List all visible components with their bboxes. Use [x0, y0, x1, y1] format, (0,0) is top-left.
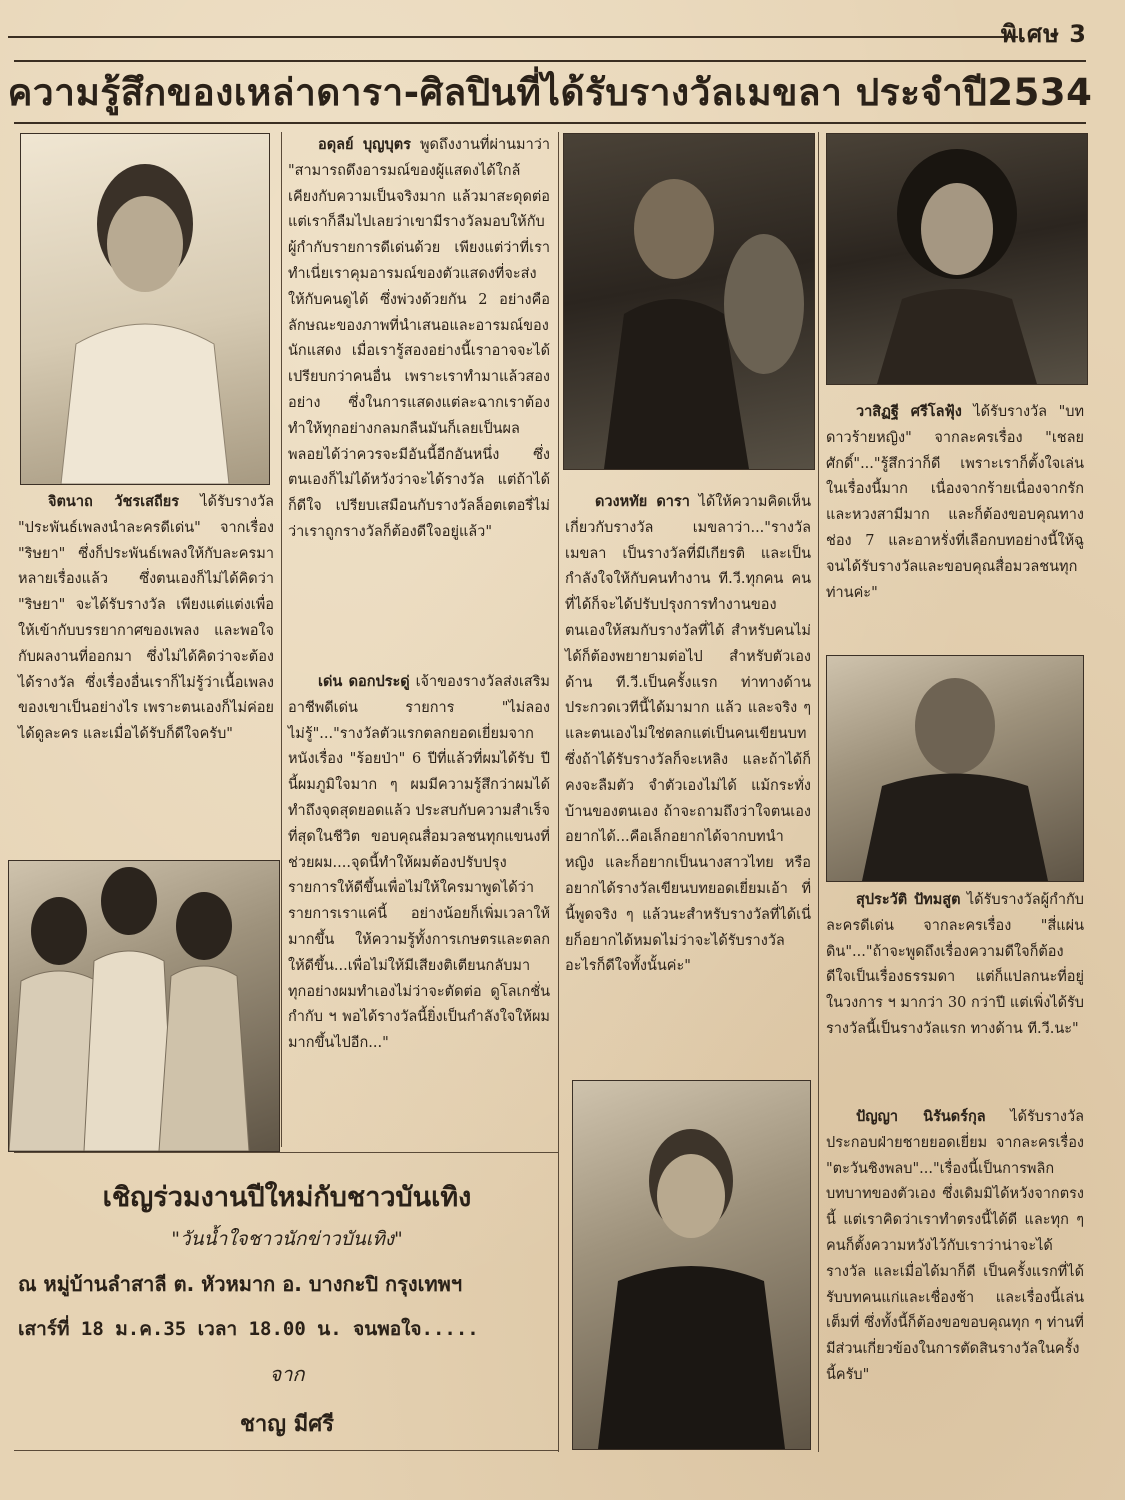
person-name: วาสิฏฐี ศรีโลฟุ้ง: [856, 404, 962, 420]
article-jitnart: [18, 490, 274, 748]
person-name: ปัญญา นิรันดร์กุล: [856, 1109, 986, 1125]
article-wasitti: [826, 400, 1084, 606]
portrait-man-icon: [21, 134, 269, 484]
article-body: ได้ให้ความคิดเห็นเกี่ยวกับรางวัล เมขลาว่า..."รางวัล เมขลา เป็นรางวัลที่มีเกียรติ และเป็นกำลังใจให้กับคนทำงาน ที.วี.ทุกคน คนที่ได้ก็จะได้ปรับปรุงการทำงานของตนเองให้สมกับรางวัลที่ได้ สำหรับคนไม่ได้ก็ต้องพยายามต่อไป สำหรับตัวเองด้าน ที.วี.เป็นครั้งแรก ท่าทางด้านประกวดเวทีนี้ได้มามาก แล้ว และจริง ๆ และตนเองไม่ใช่ตลกแต่เป็นคนเขียนบท ซึ่งถ้าได้รับรางวัลก็จะเหลิง และถ้าได้ก็คงจะลืมตัว จำตัวเองไม่ได้ แม้กระทั่งบ้านของตนเอง ถ้าจะถามถึงว่าใจตนเองอยากได้...คือเล็กอยากได้จากบทนำหญิง และก็อยากเป็นนางสาวไทย หรืออยากได้รางวัลเขียนบทยอดเยี่ยมเอ้า ที่นี้พูดจริง ๆ แล้วนะสำหรับรางวัลที่ได้เนี่ยก็อยากได้หมดไม่ว่าจะได้รับรางวัลอะไรก็ดีใจทั้งนั้นค่ะ": [565, 494, 811, 975]
announcement-venue: ณ หมู่บ้านลำสาลี ต. หัวหมาก อ. บางกะปิ กรุงเทพฯ: [18, 1272, 463, 1296]
column-rule: [558, 132, 559, 1452]
article-duanghathai: [565, 490, 811, 980]
person-name: เด่น ดอกประดู่: [318, 674, 410, 690]
column-rule: [281, 132, 282, 1147]
announcement-from-label: จาก: [269, 1362, 305, 1386]
article-body: ได้รับรางวัล "บทดาวร้ายหญิง" จากละครเรื่อง "เชลยศักดิ์"..."รู้สึกว่าก็ดี เพราะเราก็ตั้งใจเล่นในเรื่องนี้มาก เนื่องจากร้ายเนื่องจากรักและหวงสามีมาก และก็ต้องขอบคุณทางช่อง 7 และอาหรั่งที่เลือกบทอย่างนี้ให้ฉูจนได้รับรางวัลและขอบคุณสื่อมวลชนทุกท่านค่ะ": [826, 404, 1084, 601]
announcement-subtitle: "วันน้ำใจชาวนักข่าวบันเทิง": [171, 1228, 403, 1250]
photo-wasitti: [826, 133, 1088, 385]
person-name: อดุลย์ บุญบุตร: [318, 137, 411, 153]
group-photo-icon: [9, 861, 279, 1151]
article-adoon: [288, 133, 550, 546]
announcement-date: เสาร์ที่ 18 ม.ค.35 เวลา 18.00 น. จนพอใจ.....: [18, 1318, 479, 1340]
portrait-man-icon: [573, 1081, 810, 1449]
article-den: [288, 670, 550, 1057]
photo-duanghathai: [563, 133, 815, 470]
photo-group-den: [8, 860, 280, 1152]
portrait-woman-icon: [827, 134, 1087, 384]
announcement-bottom-rule: [14, 1450, 558, 1451]
announcement-title: เชิญร่วมงานปีใหม่กับชาวบันเทิง: [102, 1182, 472, 1213]
announcement-box: [18, 1155, 556, 1445]
person-name: สุประวัติ ปัทมสูต: [856, 892, 961, 908]
article-body: พูดถึงงานที่ผ่านมาว่า "สามารถดึงอารมณ์ของผู้แสดงได้ใกล้เคียงกับความเป็นจริงมาก แล้วมาสะดุดต่อ แต่เราก็ลืมไปเลยว่าเขามีรางวัลมอบให้กับผู้กำกับรายการดีเด่นด้วย เพียงแต่ว่าที่เราทำเนี่ยเราคุมอารมณ์ของตัวแสดงที่จะส่งให้กับคนดูได้ ซึ่งพ่วงด้วยกัน 2 อย่างคือลักษณะของภาพที่นำเสนอและอารมณ์ของนักแสดง เมื่อเรารู้สองอย่างนี้เราอาจจะได้เปรียบกว่าคนอื่น เพราะเราทำมาแล้วสองอย่าง ซึ่งในการแสดงแต่ละฉากเราต้องทำให้ทุกอย่างกลมกลืนมันก็เลยเป็นผล พลอยได้ว่าควรจะมีอันนี้อีกอันหนึ่ง ซึ่งตนเองก็ไม่ได้หวังว่าจะได้รางวัล แต่ถ้าได้ก็ดีใจ เปรียบเสมือนกับรางวัลล็อตเตอรี่ไม่ว่าเราถูกรางวัลก็ต้องดีใจอยู่แล้ว": [288, 137, 550, 540]
article-supprawat: [826, 888, 1084, 1043]
article-body: ได้รับรางวัล "ประพันธ์เพลงนำละครดีเด่น" จากเรื่อง "ริษยา" ซึ่งก็ประพันธ์เพลงให้กับละครมาหลายเรื่องแล้ว ซึ่งตนเองก็ไม่ได้คิดว่า "ริษยา" จะได้รับรางวัล เพียงแต่แต่งเพื่อให้เข้ากับบรรยากาศของเพลง และพอใจกับผลงานที่ออกมา ซึ่งไม่ได้คิดว่าจะต้องได้รางวัล ซึ่งเรื่องอื่นเราก็ไม่รู้ว่าเนื้อเพลงของเขาเป็นอย่างไร เพราะตนเองก็ไม่ค่อยได้ดูละคร และเมื่อได้รับก็ดีใจครับ": [18, 494, 275, 743]
portrait-woman-icon: [564, 134, 814, 469]
person-name: จิตนาถ วัชรเสถียร: [48, 494, 180, 510]
announcement-host: ชาญ มีศรี: [240, 1412, 334, 1437]
headline: ความรู้สึกของเหล่าดารา-ศิลปินที่ได้รับรางวัลเมขลา ประจำปี2534: [7, 70, 1093, 114]
portrait-man-icon: [827, 656, 1083, 881]
article-body: เจ้าของรางวัลส่งเสริมอาชีพดีเด่น รายการ "ไม่ลองไม่รู้"..."รางวัลตัวแรกตลกยอดเยี่ยมจากหนังเรื่อง "ร้อยป่า" 6 ปีที่แล้วที่ผมได้รับ ปีนี้ผมภูมิใจมาก ๆ ผมมีความรู้สึกว่าผมได้ทำถึงจุดสุดยอดแล้ว ประสบกับความสำเร็จที่สุดในชีวิต ขอบคุณสื่อมวลชนทุกแขนงที่ช่วยผม....จุดนี้ทำให้ผมต้องปรับปรุงรายการให้ดีขึ้นเพื่อไม่ให้ใครมาพูดได้ว่ารายการเราแค่นี้ อย่างน้อยก็เพิ่มเวลาให้มากขึ้น ให้ความรู้ทั้งการเกษตรและตลกให้ดีขึ้น...เพื่อไม่ให้มีเสียงติเตียนกลับมา ทุกอย่างผมทำเองไม่ว่าจะตัดต่อ ดูโลเกชั่น กำกับ ฯ พอได้รางวัลนี้ยิ่งเป็นกำลังใจให้ผมมากขึ้นไปอีก...": [288, 674, 550, 1052]
photo-supprawat: [826, 655, 1084, 882]
person-name: ดวงหทัย ดารา: [595, 494, 690, 510]
header-rule: [8, 36, 1018, 38]
headline-box: [7, 60, 1093, 124]
section-label: พิเศษ 3: [1000, 20, 1087, 48]
article-panya: [826, 1105, 1084, 1389]
photo-jitnart: [20, 133, 270, 485]
article-body: ได้รับรางวัลประกอบฝ่ายชายยอดเยี่ยม จากละครเรื่อง "ตะวันชิงพลบ"..."เรื่องนี้เป็นการพลิกบทบาทของตัวเอง ซึ่งเดิมมิได้หวังจากตรงนี้ แต่เราคิดว่าเราทำตรงนี้ได้ดี และทุก ๆ คนก็ตั้งความหวังไว้กับเราว่าน่าจะได้รางวัล และเมื่อได้มาก็ดี เป็นครั้งแรกที่ได้รับบทคนแก่และเชื่องช้า และเรื่องนี้เล่นเต็มที่ ซึ่งทั้งนี้ก็ต้องขอขอบคุณทุก ๆ ท่านที่มีส่วนเกี่ยวข้องในการตัดสินรางวัลในครั้งนี้ครับ": [826, 1109, 1084, 1383]
column-rule: [818, 132, 819, 1452]
announcement-top-rule: [14, 1152, 558, 1153]
photo-panya: [572, 1080, 811, 1450]
article-body: ได้รับรางวัลผู้กำกับละครดีเด่น จากละครเรื่อง "สี่แผ่นดิน"..."ถ้าจะพูดถึงเรื่องความดีใจก็ต้องดีใจเป็นเรื่องธรรมดา แต่ก็แปลกนะที่อยู่ในวงการ ฯ มากว่า 30 กว่าปี แต่เพิ่งได้รับรางวัลนี้เป็นรางวัลแรก ทางด้าน ที.วี.นะ": [826, 892, 1085, 1037]
